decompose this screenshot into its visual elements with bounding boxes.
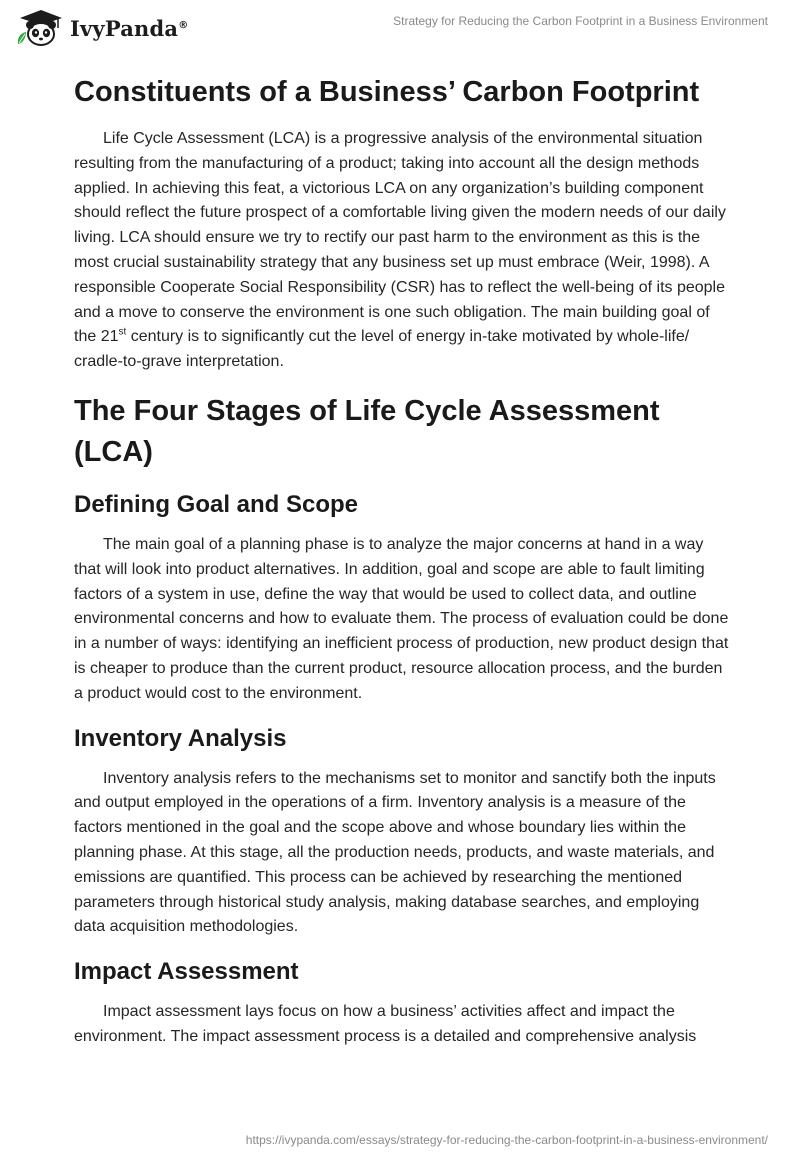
heading-four-stages: The Four Stages of Life Cycle Assessment (LCA) [74, 394, 660, 468]
superscript-st: st [118, 327, 127, 339]
document-title: Strategy for Reducing the Carbon Footprint in a Business Environment [393, 14, 768, 28]
brand-name: IvyPanda® [70, 15, 189, 41]
registered-mark: ® [178, 19, 189, 31]
heading-impact: Impact Assessment [74, 958, 299, 986]
paragraph-impact: Impact assessment lays focus on how a business’ activities affect and impact the environment. The impact assessment process is a detailed and comprehensive analysis [74, 1003, 697, 1045]
paragraph-constituents-part2: century is to significantly cut the level of energy in-take motivated by whole-life/ cradle-to-grave interpretation. [74, 328, 690, 371]
paragraph-goal-scope: The main goal of a planning phase is to analyze the major concerns at hand in a way that will look into product alternatives. In addition, goal and scope are able to fault limiting factors of a system in use, define the way that would be used to collect data, and outline environmental concerns and how to evaluate them. The process of evaluation could be done in a number of ways: identifying an inefficient process of production, new product design that is cheaper to produce than the current product, resource allocation process, and the burden a product would cost to the environment. [74, 535, 729, 702]
paragraph-inventory: Inventory analysis refers to the mechanisms set to monitor and sanctify both the inputs and output employed in the operations of a firm. Inventory analysis is a measure of the factors mentioned in the goal and the scope above and whose boundary lies within the planning phase. At this stage, all the production needs, products, and waste materials, and emissions are quantified. This process can be achieved by researching the mentioned parameters through historical study analysis, making database searches, and employing data acquisition methodologies. [74, 769, 716, 936]
paragraph-constituents [74, 127, 730, 375]
heading-goal-scope: Defining Goal and Scope [74, 490, 359, 518]
panda-graduate-logo-icon [14, 8, 68, 48]
heading-constituents: Constituents of a Business’ Carbon Footprint [74, 76, 700, 108]
page-header [0, 0, 800, 60]
brand-logo[interactable] [14, 8, 188, 48]
source-url[interactable]: https://ivypanda.com/essays/strategy-for-reducing-the-carbon-footprint-in-a-business-environment/ [245, 1133, 768, 1147]
article-body [74, 70, 730, 1050]
paragraph-constituents-part1: Life Cycle Assessment (LCA) is a progressive analysis of the environmental situation resulting from the manufacturing of a product; taking into account all the design methods applied. In achieving this feat, a victorious LCA on any organization’s building component should reflect the future prospect of a comfortable living given the modern needs of our daily living. LCA should ensure we try to rectify our past harm to the environment as this is the most crucial sustainability strategy that any business set up must embrace (Weir, 1998). A responsible Cooperate Social Responsibility (CSR) has to reflect the well-being of its people and a move to conserve the environment is one such obligation. The main building goal of the 21 [74, 130, 726, 346]
heading-inventory: Inventory Analysis [74, 724, 287, 752]
